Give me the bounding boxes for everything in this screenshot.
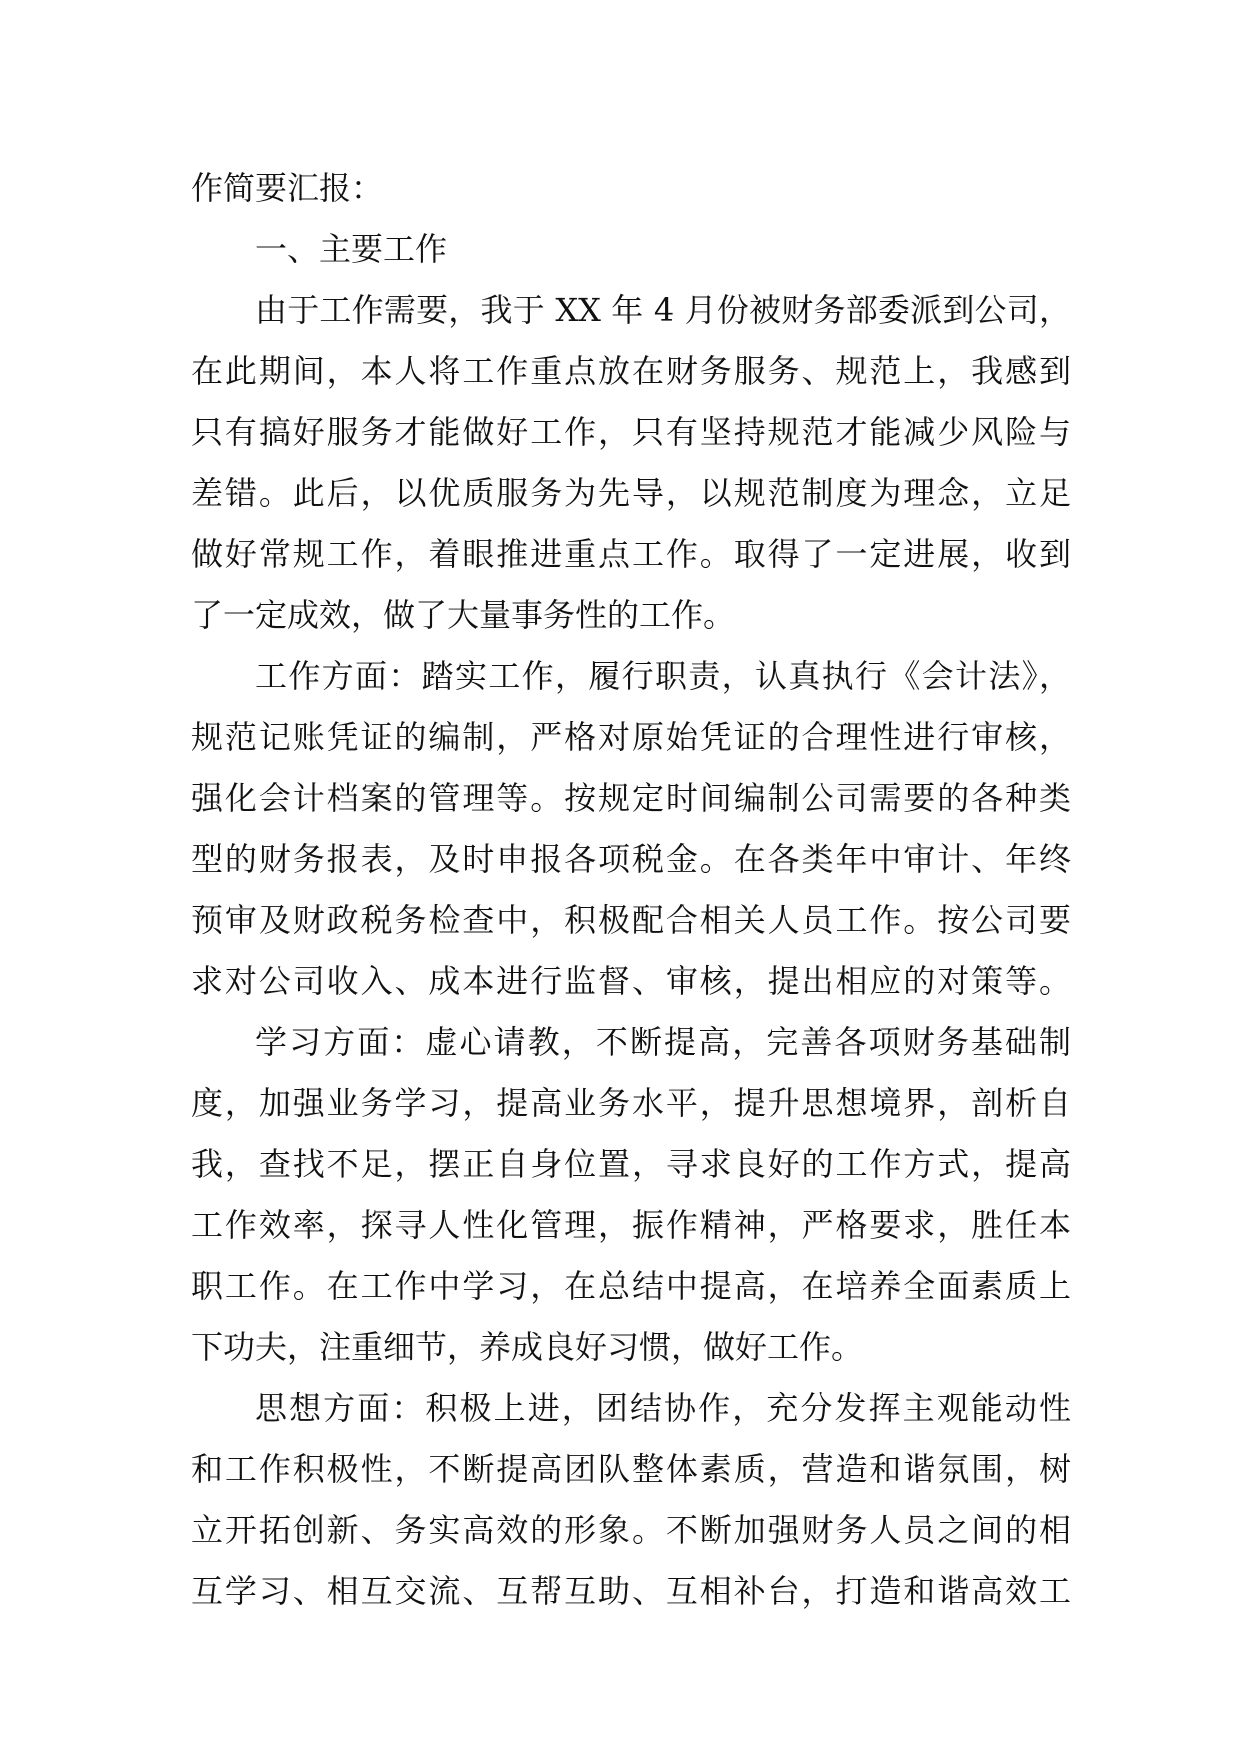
text-line: 只有搞好服务才能做好工作，只有坚持规范才能减少风险与 — [191, 413, 1071, 451]
text-line: 强化会计档案的管理等。按规定时间编制公司需要的各种类 — [191, 779, 1071, 817]
text-line: 差错。此后，以优质服务为先导，以规范制度为理念，立足 — [191, 474, 1071, 512]
text-line: 在此期间，本人将工作重点放在财务服务、规范上，我感到 — [191, 352, 1071, 390]
text-line: 型的财务报表，及时申报各项税金。在各类年中审计、年终 — [191, 840, 1071, 878]
text-line: 了一定成效，做了大量事务性的工作。 — [191, 596, 736, 634]
text-line: 立开拓创新、务实高效的形象。不断加强财务人员之间的相 — [191, 1511, 1071, 1549]
text-line: 下功夫，注重细节，养成良好习惯，做好工作。 — [191, 1328, 864, 1366]
text-line: 求对公司收入、成本进行监督、审核，提出相应的对策等。 — [191, 962, 1071, 1000]
text-line: 规范记账凭证的编制，严格对原始凭证的合理性进行审核， — [191, 718, 1071, 756]
text-line: 职工作。在工作中学习，在总结中提高，在培养全面素质上 — [191, 1267, 1071, 1305]
text-line: 作简要汇报： — [191, 169, 384, 207]
text-line: 学习方面：虚心请教，不断提高，完善各项财务基础制 — [255, 1023, 1071, 1061]
text-line: 预审及财政税务检查中，积极配合相关人员工作。按公司要 — [191, 901, 1071, 939]
text-line: 一、主要工作 — [255, 230, 448, 268]
text-line: 做好常规工作，着眼推进重点工作。取得了一定进展，收到 — [191, 535, 1071, 573]
text-line: 我，查找不足，摆正自身位置，寻求良好的工作方式，提高 — [191, 1145, 1071, 1183]
text-line: 由于工作需要，我于 XX 年 4 月份被财务部委派到公司， — [255, 291, 1071, 329]
text-line: 互学习、相互交流、互帮互助、互相补台，打造和谐高效工 — [191, 1572, 1071, 1610]
text-line: 工作方面：踏实工作，履行职责，认真执行《会计法》， — [255, 657, 1071, 695]
text-line: 思想方面：积极上进，团结协作，充分发挥主观能动性 — [255, 1389, 1071, 1427]
text-line: 工作效率，探寻人性化管理，振作精神，严格要求，胜任本 — [191, 1206, 1071, 1244]
document-body — [191, 158, 1071, 1622]
text-line: 度，加强业务学习，提高业务水平，提升思想境界，剖析自 — [191, 1084, 1071, 1122]
text-line: 和工作积极性，不断提高团队整体素质，营造和谐氛围，树 — [191, 1450, 1071, 1488]
